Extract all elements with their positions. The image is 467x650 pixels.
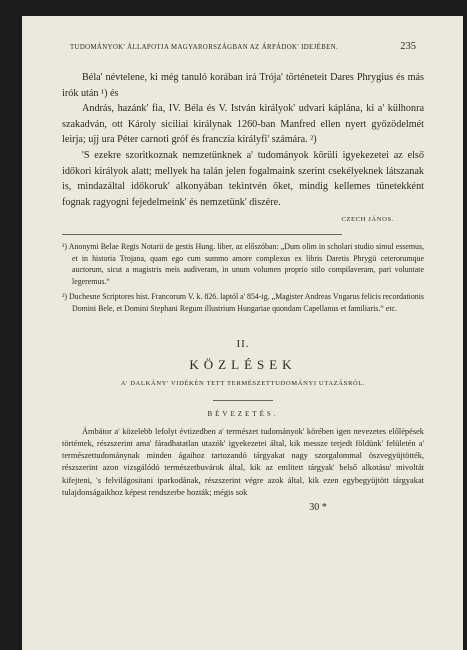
paragraph-3: 'S ezekre szoritkoznak nemzetünknek a' tudományok körüli igyekezetei az első időkori királyok alatt; mellyek ha talán jelen fogalmaink szerint csekélyeknek látszanak is, mindazáltal időkoruk' alkonyában tekintvén őket, mindig kellemes tünetekként fognak ragyogni fejedelmeink' és nemzetünk' diszére. [62, 149, 424, 208]
paragraph-1: Béla' névtelene, ki még tanuló korában irá Trója' történeteit Dares Phrygius és más irók után ¹) és [62, 72, 424, 99]
running-head [70, 41, 416, 52]
printer-signature-mark: 30 * [309, 502, 327, 514]
footnote-2: ²) Duchesne Scriptores hist. Francorum V. k. 826. laptól a' 854-ig. „Magister Andreas Vngarus felicis recordationis Domini Bele, et Domini Stephani Regum illustrium Hungariae quondam Capellanus et familiaris.“ etc. [62, 292, 424, 313]
author-signature: CZECH JÁNOS. [341, 216, 394, 224]
intro-heading: BÉVEZETÉS. [207, 410, 279, 419]
footnote-1: ¹) Anonymi Belae Regis Notarii de gestis Hung. liber, az előszóban: „Dum olim in scholari studio simul essemus, et in historia Trojana, quam ego cum summo amore complexus ex libris Daretis Phrygii ceterorumque auctorum, sicut a magistris meis audiveram, in unum volumen proprio stilo compilaveram, pari voluntate legeremus.“ [62, 241, 424, 286]
footnote-divider [62, 234, 342, 235]
section-divider [213, 400, 273, 401]
page-number: 235 [400, 41, 416, 52]
intro-paragraph: Ámbátor a' közelebb lefolyt évtizedben a' természet tudományok' körében igen nevezetes előlépések történtek, részszerint ama' fáradhatatlan utazók' igyekezetei által, kik messze terjedt földünk' felületén a' természettudománynak minden ágaihoz tartozandó tárgyakat nagy szorgalommal öszvegyüjtötték, részszerint azon vizsgálódó természetbuvárok által, kik az emlitett tárgyak' belső alkotásu' mivoltát kifejteni, 's felvilágositani iparkodának, részszerint végre azok által, kik ezen egybegyüjtött tárgyakat tulajdonságaikhoz képest rendszerbe hozták; mégis sok [62, 426, 424, 497]
running-head-title: TUDOMÁNYOK' ÁLLAPOTJA MAGYARORSZÁGBAN AZ ÁRPÁDOK' IDEJÉBEN. [70, 44, 339, 51]
section-number: II. [236, 337, 250, 350]
page-body [62, 70, 424, 516]
section-subtitle: A' DALKÁNY' VIDÉKÉN TETT TERMÉSZETTUDOMÁNYI UTAZÁSRÓL. [120, 379, 366, 387]
book-page [22, 16, 463, 650]
paragraph-2: András, hazánk' fia, IV. Béla és V. István királyok' udvari káplána, ki a' külhonra szakadván, ott Károly siciliai királynak 1260-ban Manfred ellen nyert győzödelmét leirja; ujj ura Péter carnoti gróf és franczia királyfi' számára. ²) [62, 103, 424, 146]
section-title: KÖZLÉSEK [189, 357, 297, 373]
